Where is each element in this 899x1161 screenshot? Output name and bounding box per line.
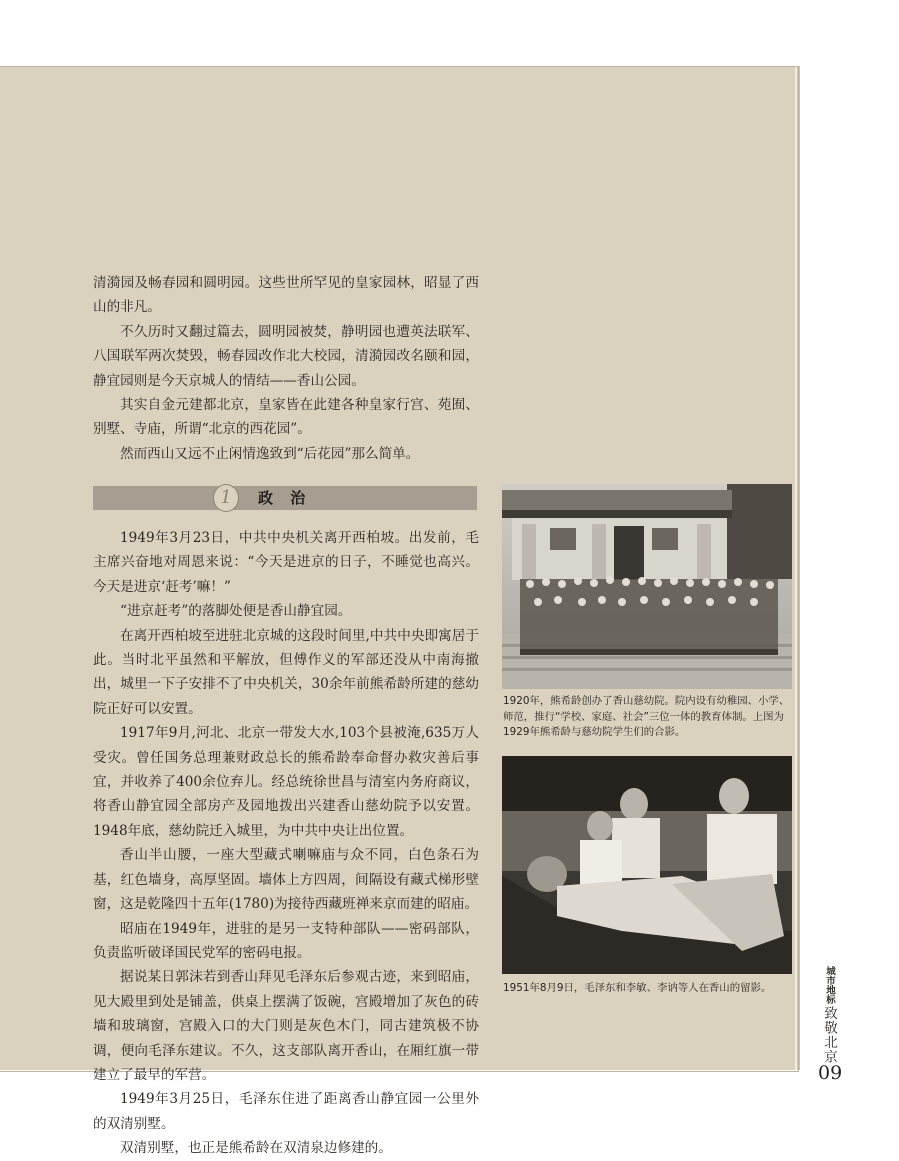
photo-mao-with-family: [502, 756, 792, 974]
section-paragraph-1: 1949年3月23日，中共中央机关离开西柏坡。出发前，毛主席兴奋地对周恩来说：“今天是进京的日子，不睡觉也高兴。今天是进京‘赶考’嘛！”: [93, 530, 479, 595]
intro-paragraph-3: 其实自金元建都北京，皇家皆在此建各种皇家行宫、苑囿、别墅、寺庙，所谓“北京的西花园”。: [93, 397, 479, 438]
photo-group-image: [502, 484, 792, 689]
section-text-block: [93, 526, 479, 1161]
side-label-large: 致敬北京: [821, 1006, 837, 1064]
intro-paragraph-1: 清漪园及畅春园和圆明园。这些世所罕见的皇家园林，昭显了西山的非凡。: [93, 275, 479, 316]
section-paragraph-9: 双清别墅，也正是熊希龄在双清泉边修建的。: [120, 1140, 392, 1157]
section-paragraph-8: 1949年3月25日，毛泽东住进了距离香山静宜园一公里外的双清别墅。: [93, 1091, 479, 1132]
photo-group-caption: 1920年，熊希龄创办了香山慈幼院。院内设有幼稚园、小学、师范，推行“学校、家庭、社会”三位一体的教育体制。上图为1929年熊希龄与慈幼院学生们的合影。: [503, 695, 790, 738]
section-number-badge: 1: [213, 484, 239, 512]
section-paragraph-3: 在离开西柏坡至进驻北京城的这段时间里,中共中央即寓居于此。当时北平虽然和平解放，但傅作义的军部还没从中南海撤出，城里一下子安排不了中央机关，30余年前熊希龄所建的慈幼院正好可以安置。: [93, 627, 479, 717]
section-paragraph-2: “进京赶考”的落脚处便是香山静宜园。: [120, 603, 352, 620]
section-paragraph-6: 昭庙在1949年，进驻的是另一支特种部队——密码部队，负责监听破译国民党军的密码电报。: [93, 920, 479, 961]
intro-text-block: [93, 271, 479, 466]
section-title: 政 治: [258, 489, 312, 507]
page-number: 09: [818, 1062, 843, 1084]
photo-mao-caption: 1951年8月9日，毛泽东和李敏、李讷等人在香山的留影。: [503, 982, 772, 994]
intro-paragraph-4: 然而西山又远不止闲情逸致到“后花园”那么简单。: [120, 445, 420, 462]
section-paragraph-5: 香山半山腰，一座大型藏式喇嘛庙与众不同，白色条石为基，红色墙身，高厚坚固。墙体上方四周，间隔设有藏式梯形壁窗，这是乾隆四十五年(1780)为接待西藏班禅来京而建的昭庙。: [93, 847, 479, 913]
photo-mao-image: [502, 756, 792, 974]
photo-group-at-orphanage: [502, 484, 792, 689]
intro-paragraph-2: 不久历时又翻过篇去，圆明园被焚，静明园也遭英法联军、八国联军两次焚毁，畅春园改作北大校园，清漪园改名颐和园，静宜园则是今天京城人的情结——香山公园。: [93, 323, 479, 389]
section-paragraph-7: 据说某日郭沫若到香山拜见毛泽东后参观古迹，来到昭庙，见大殿里到处是铺盖，供桌上摆满了饭碗，宫殿增加了灰色的砖墙和玻璃窗，宫殿入口的大门则是灰色木门，同古建筑极不协调，便向毛泽东建议。不久，这支部队离开香山，在厢红旗一带建立了最早的军营。: [93, 969, 479, 1083]
side-label-small: 城市地标: [824, 966, 835, 1004]
section-paragraph-4: 1917年9月,河北、北京一带发大水,103个县被淹,635万人受灾。曾任国务总理兼财政总长的熊希龄奉命督办救灾善后事宜，并收养了400余位弃儿。经总统徐世昌与清室内务府商议，将香山静宜园全部房产及园地拨出兴建香山慈幼院予以安置。1948年底，慈幼院迁入城里，为中共中央让出位置。: [93, 725, 479, 839]
